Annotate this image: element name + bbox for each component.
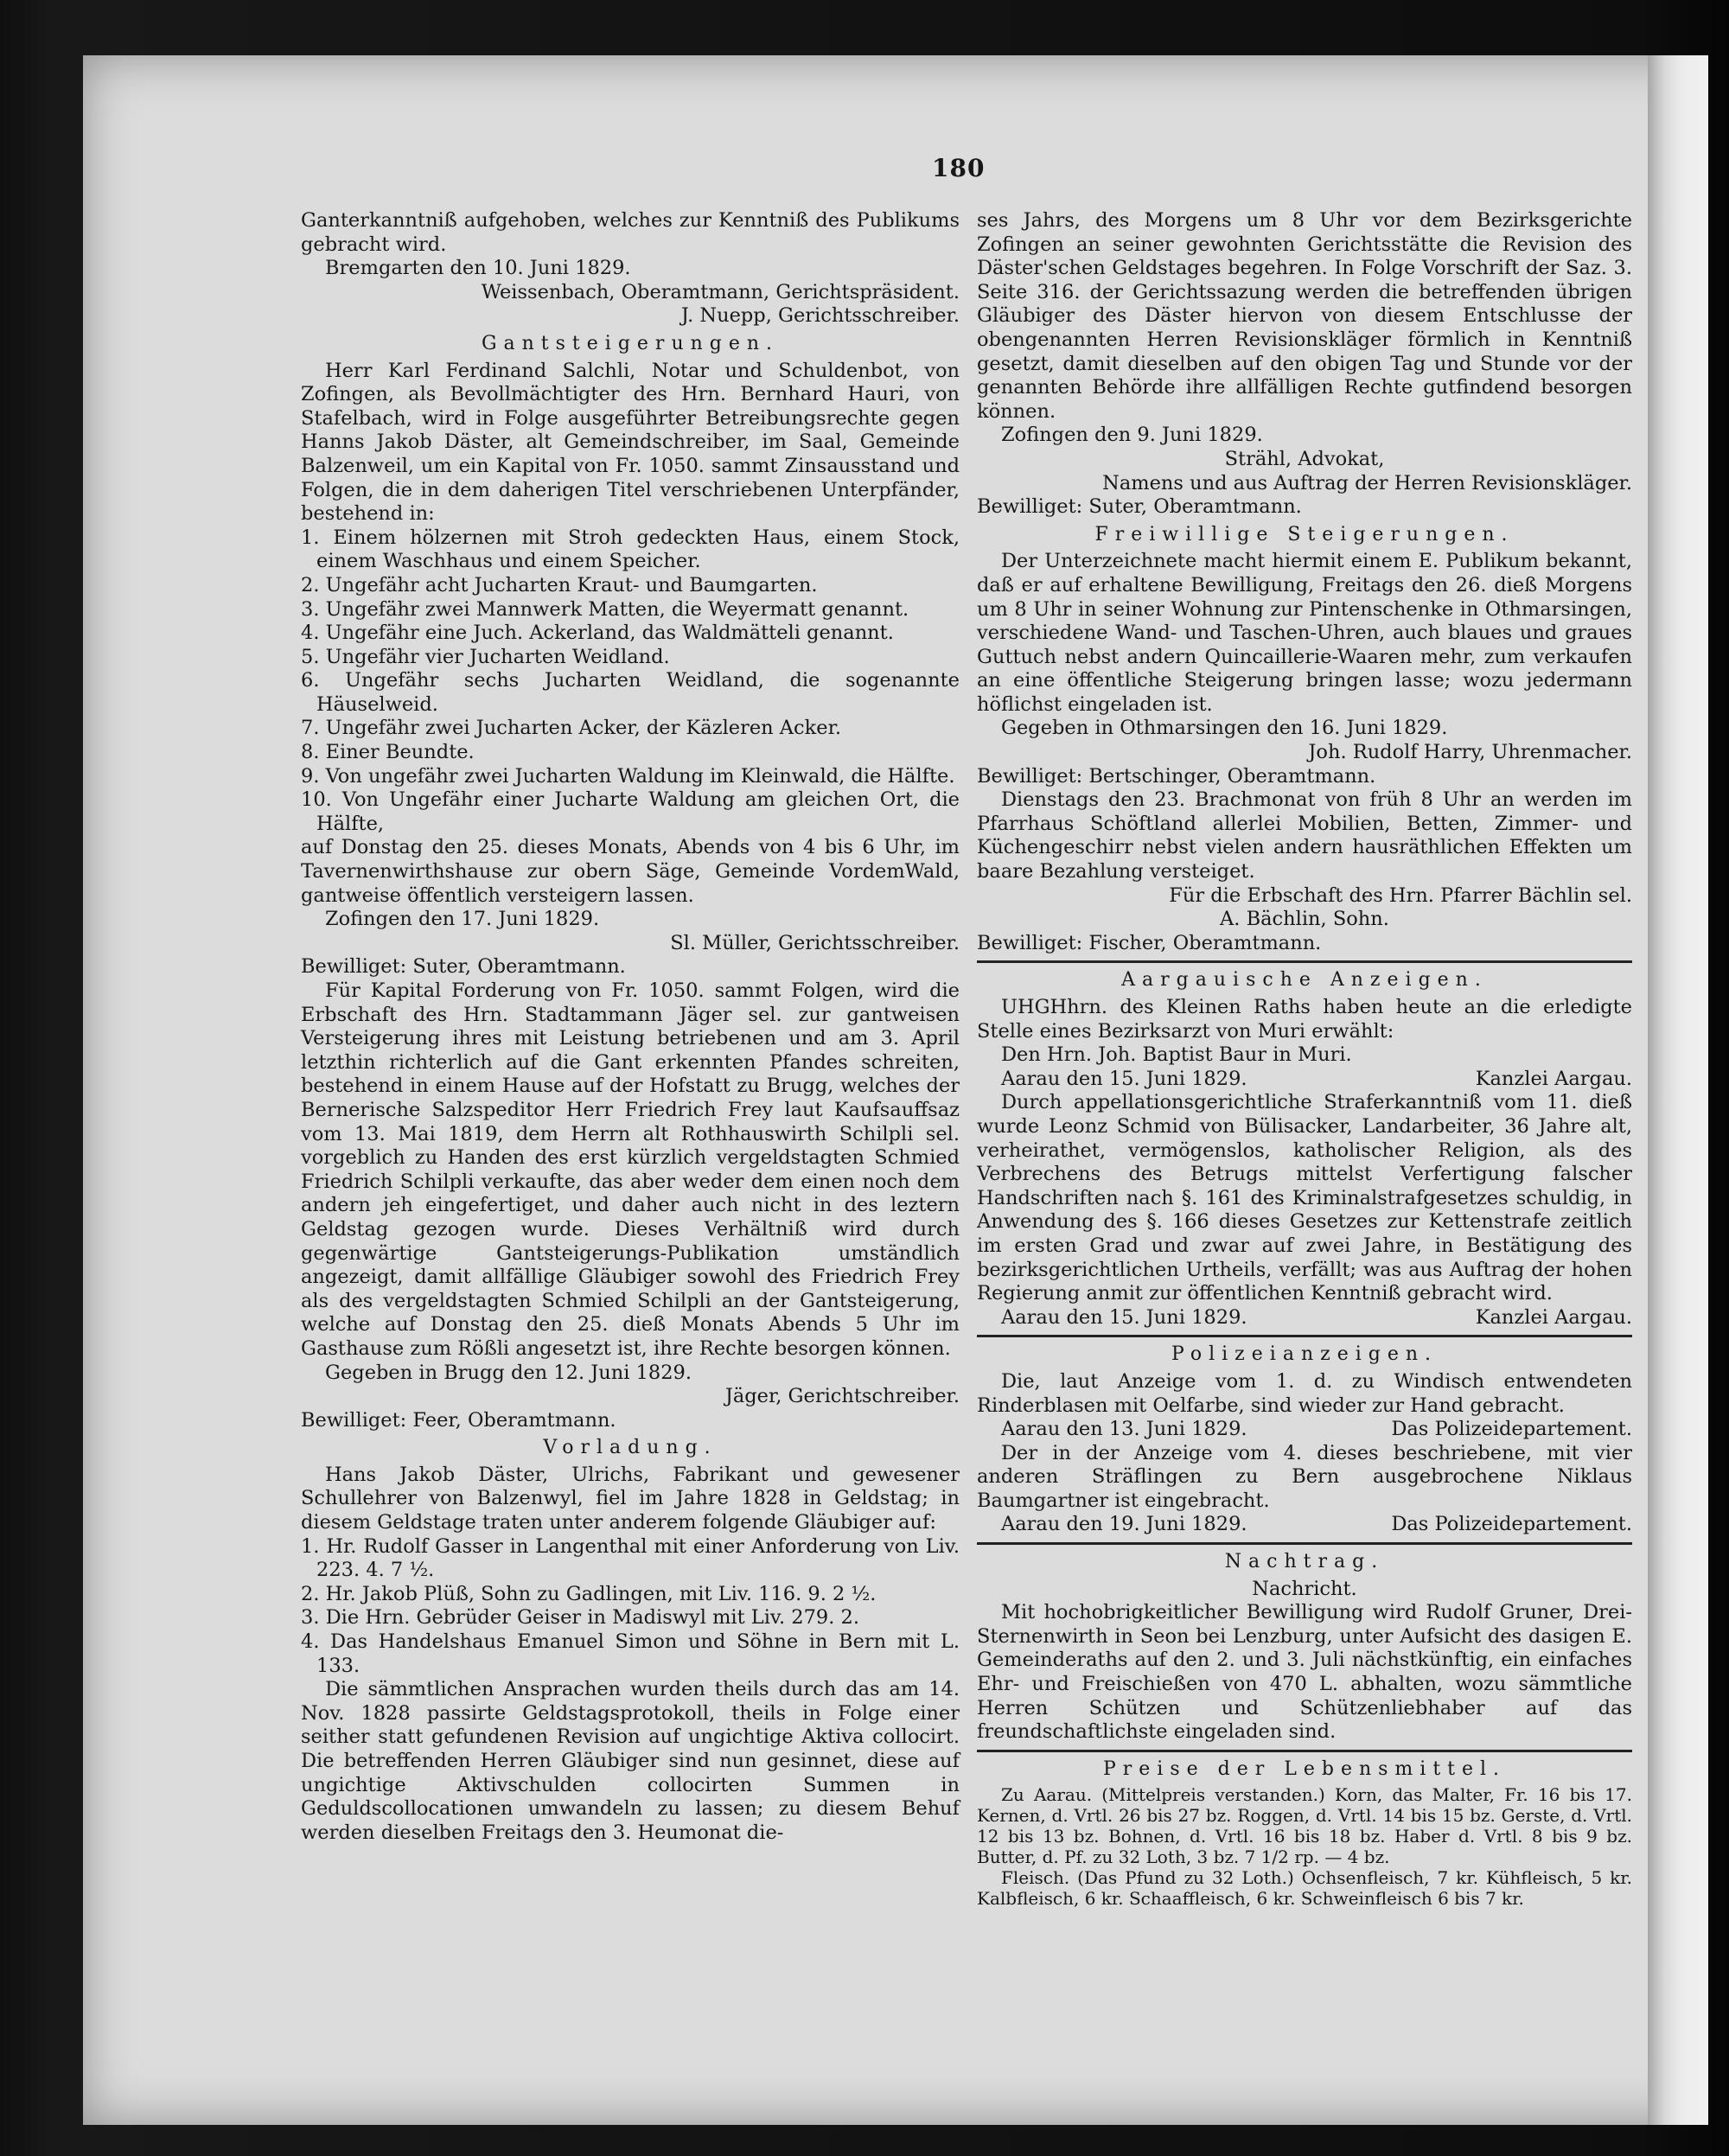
date-signature-row — [977, 1513, 1632, 1537]
date-signature-row — [977, 1418, 1632, 1442]
signature: Das Polizeidepartement. — [1391, 1418, 1632, 1441]
paragraph: Ganterkanntniß aufgehoben, welches zur Kenntniß des Publikums gebracht wird. — [301, 209, 960, 256]
divider — [977, 1750, 1632, 1752]
price-list: Fleisch. (Das Pfund zu 32 Loth.) Ochsenfleisch, 7 kr. Kühfleisch, 5 kr. Kalbfleisch, 6 kr. Schaaffleisch, 6 kr. Schweinfleisch 6 bis 7 kr. — [977, 1867, 1632, 1910]
date-signature-row — [977, 1306, 1632, 1330]
list-item: 1. Einem hölzernen mit Stroh gedeckten Haus, einem Stock, einem Waschhaus und einem Speicher. — [301, 526, 960, 573]
paragraph: auf Donstag den 25. dieses Monats, Abends von 4 bis 6 Uhr, im Tavernenwirthshause zur obern Säge, Gemeinde VordemWald, gantweise öffentlich versteigern lassen. — [301, 836, 960, 907]
divider — [977, 1335, 1632, 1337]
date-line: Aarau den 15. Juni 1829. — [1001, 1305, 1247, 1329]
left-column — [301, 209, 960, 1845]
list-item: 4. Das Handelshaus Emanuel Simon und Söhne in Bern mit L. 133. — [301, 1630, 960, 1677]
paragraph: Herr Karl Ferdinand Salchli, Notar und Schuldenbot, von Zofingen, als Bevollmächtigter des Hrn. Bernhard Hauri, von Stafelbach, wird in Folge ausgeführter Betreibungsrechte gegen Hanns Jakob Däster, alt Gemeindschreiber, im Saal, Gemeinde Balzenweil, um ein Kapital von Fr. 1050. sammt Zinsausstand und Folgen, die in dem daherigen Titel verschriebenen Unterpfänder, bestehend in: — [301, 359, 960, 526]
paragraph: Durch appellationsgerichtliche Straferkanntniß vom 11. dieß wurde Leonz Schmid von Bülisacker, Landarbeiter, 36 Jahre alt, verheirathet, vermögenslos, katholischer Religion, als des Verbrechens des Betrugs mittelst Verfertigung falscher Handschriften nach §. 161 des Kriminalstrafgesetzes schuldig, in Anwendung des §. 166 dieses Gesetzes zur Kettenstrafe zeitlich im ersten Grad und zwar auf zwei Jahre, in Bestätigung des bezirksgerichtlichen Urtheils, verfällt; was aus Auftrag der hohen Regierung anmit zur öffentlichen Kenntniß gebracht wird. — [977, 1091, 1632, 1305]
date-line: Bremgarten den 10. Juni 1829. — [325, 257, 631, 280]
signature: Das Polizeidepartement. — [1391, 1513, 1632, 1536]
paragraph: Dienstags den 23. Brachmonat von früh 8 Uhr an werden im Pfarrhaus Schöftland allerlei Mobilien, Betten, Zimmer- und Küchengeschirr nebst vielen andern hausräthlichen Effekten um baare Bezahlung versteiget. — [977, 788, 1632, 883]
date-line: Aarau den 13. Juni 1829. — [1001, 1418, 1247, 1441]
date-line: Zofingen den 17. Juni 1829. — [325, 908, 600, 931]
signature: Joh. Rudolf Harry, Uhrenmacher. — [1308, 741, 1632, 764]
paragraph: Die, laut Anzeige vom 1. d. zu Windisch entwendeten Rinderblasen mit Oelfarbe, sind wieder zur Hand gebracht. — [977, 1369, 1632, 1417]
signature: Für die Erbschaft des Hrn. Pfarrer Bächlin sel. — [1169, 883, 1632, 907]
signature: Sl. Müller, Gerichtsschreiber. — [670, 931, 960, 954]
divider — [977, 960, 1632, 963]
right-column — [977, 209, 1632, 1909]
adjacent-page-edge — [1648, 55, 1708, 2125]
list-item: 2. Ungefähr acht Jucharten Kraut- und Baumgarten. — [301, 573, 818, 596]
section-heading: Nachtrag. — [1224, 1551, 1385, 1573]
section-heading: Vorladung. — [543, 1437, 718, 1459]
date-line: Gegeben in Othmarsingen den 16. Juni 1829. — [1001, 717, 1448, 740]
section-heading: Preise der Lebensmittel. — [1102, 1757, 1507, 1780]
page-number: 180 — [932, 154, 986, 182]
paragraph: Der Unterzeichnete macht hiermit einem E. Publikum bekannt, daß er auf erhaltene Bewilligung, Freitags den 26. dieß Morgens um 8 Uhr in seiner Wohnung zur Pintenschenke in Othmarsingen, verschiedene Wand- und Taschen-Uhren, auch blaues und graues Guttuch nebst andern Quincaillerie-Waaren mehr, zum verkaufen an eine öffentliche Steigerung bringen lasse; wozu jedermann höflichst eingeladen ist. — [977, 550, 1632, 716]
list-item: 10. Von Ungefähr einer Jucharte Waldung am gleichen Ort, die Hälfte, — [301, 788, 960, 835]
approval-line: Bewilliget: Suter, Oberamtmann. — [977, 495, 1302, 519]
signature: Jäger, Gerichtschreiber. — [724, 1385, 960, 1408]
list-item: 7. Ungefähr zwei Jucharten Acker, der Käzleren Acker. — [301, 717, 842, 740]
date-line: Gegeben in Brugg den 12. Juni 1829. — [325, 1361, 692, 1384]
list-item: 9. Von ungefähr zwei Jucharten Waldung im Kleinwald, die Hälfte. — [301, 764, 955, 788]
signature: A. Bächlin, Sohn. — [1220, 908, 1389, 931]
approval-line: Bewilliget: Feer, Oberamtmann. — [301, 1408, 616, 1432]
date-line: Zofingen den 9. Juni 1829. — [1001, 424, 1263, 447]
list-item: 6. Ungefähr sechs Jucharten Weidland, die sogenannte Häuselweid. — [301, 669, 960, 716]
list-item: 1. Hr. Rudolf Gasser in Langenthal mit einer Anforderung von Liv. 223. 4. 7 ½. — [301, 1534, 960, 1582]
signature: Weissenbach, Oberamtmann, Gerichtspräsident. — [481, 280, 960, 303]
date-line: Aarau den 19. Juni 1829. — [1001, 1513, 1247, 1536]
date-signature-row — [977, 1068, 1632, 1092]
approval-line: Bewilliget: Fischer, Oberamtmann. — [977, 931, 1322, 954]
list-item: 3. Ungefähr zwei Mannwerk Matten, die Weyermatt genannt. — [301, 597, 909, 621]
paragraph: Mit hochobrigkeitlicher Bewilligung wird Rudolf Gruner, Drei-Sternenwirth in Seon bei Lenzburg, unter Aufsicht des dasigen E. Gemeinderaths auf den 2. und 3. Juli nächstkünftig, ein einfaches Ehr- und Freischießen von 470 L. abhalten, wozu sämmtliche Herren Schützen und Schützenliebhaber auf das freundschaftlichste eingeladen sind. — [977, 1601, 1632, 1744]
property-list — [301, 526, 960, 837]
date-line: Aarau den 15. Juni 1829. — [1001, 1067, 1247, 1090]
approval-line: Bewilliget: Bertschinger, Oberamtmann. — [977, 764, 1376, 788]
paragraph: Für Kapital Forderung von Fr. 1050. sammt Folgen, wird die Erbschaft des Hrn. Stadtammann Jäger sel. zur gantweisen Versteigerung ihres mit Leistung betriebenen und am 3. April letzthin richterlich auf die Gant erkennten Pfandes schreiten, bestehend in einem Hause auf der Hofstatt zu Brugg, welches der Bernerische Salzspeditor Herr Friedrich Frey laut Kaufsauffsaz vom 13. Mai 1819, dem Herrn alt Rothhauswirth Schilpli sel. vorgeblich zu Handen des erst kürzlich vergeldstagten Schmied Friedrich Schilpli verkaufte, das aber weder dem einen noch dem andern jeh eingefertiget, und daher auch nicht in des leztern Geldstag gezogen wurde. Dieses Verhältniß wird durch gegenwärtige Gantsteigerungs-Publikation umständlich angezeigt, damit allfällige Gläubiger sowohl des Friedrich Frey als des vergeldstagten Schmied Schilpli an der Gantsteigerung, welche auf Donstag den 25. dieß Monats Abends 5 Uhr im Gasthause zum Rößli angesetzt ist, ihre Rechte besorgen können. — [301, 979, 960, 1360]
section-heading: Polizeianzeigen. — [1171, 1343, 1439, 1366]
signature: Kanzlei Aargau. — [1475, 1305, 1632, 1329]
section-heading: Gantsteigerungen. — [481, 332, 780, 354]
section-heading: Freiwillige Steigerungen. — [1094, 523, 1515, 545]
approval-line: Bewilliget: Suter, Oberamtmann. — [301, 955, 626, 979]
divider — [977, 1542, 1632, 1545]
paragraph: Der in der Anzeige vom 4. dieses beschriebene, mit vier anderen Sträflingen zu Bern ausgebrochene Niklaus Baumgartner ist eingebracht. — [977, 1441, 1632, 1512]
list-item: 3. Die Hrn. Gebrüder Geiser in Madiswyl mit Liv. 279. 2. — [301, 1606, 859, 1630]
section-heading: Aargauische Anzeigen. — [1121, 969, 1488, 992]
signature: Namens und aus Auftrag der Herren Revisionskläger. — [1102, 471, 1632, 494]
name-line: Den Hrn. Joh. Baptist Baur in Muri. — [1001, 1043, 1352, 1067]
list-item: 4. Ungefähr eine Juch. Ackerland, das Waldmätteli genannt. — [301, 622, 894, 645]
signature: Strähl, Advokat, — [1224, 447, 1385, 470]
paragraph: UHGHhrn. des Kleinen Raths haben heute an die erledigte Stelle eines Bezirksarzt von Muri erwählt: — [977, 996, 1632, 1043]
list-item: 2. Hr. Jakob Plüß, Sohn zu Gadlingen, mit Liv. 116. 9. 2 ½. — [301, 1582, 877, 1605]
signature: Kanzlei Aargau. — [1475, 1067, 1632, 1090]
list-item: 5. Ungefähr vier Jucharten Weidland. — [301, 645, 670, 668]
paragraph: Hans Jakob Däster, Ulrichs, Fabrikant und gewesener Schullehrer von Balzenwyl, fiel im Jahre 1828 in Geldstag; in diesem Geldstage traten unter anderem folgende Gläubiger auf: — [301, 1463, 960, 1534]
sub-heading: Nachricht. — [1252, 1577, 1357, 1600]
paragraph: Die sämmtlichen Ansprachen wurden theils durch das am 14. Nov. 1828 passirte Geldstagsprotokoll, theils in Folge einer seither statt gefundenen Revision auf ungichtige Aktiva collocirt. Die betreffenden Herren Gläubiger sind nun gesinnet, diese auf ungichtige Aktivschulden collocirten Summen in Geduldscollocationen umwandeln zu lassen; zu diesem Behuf werden dieselben Freitags den 3. Heumonat die- — [301, 1678, 960, 1844]
creditor-list — [301, 1535, 960, 1679]
list-item: 8. Einer Beundte. — [301, 741, 475, 764]
paragraph: ses Jahrs, des Morgens um 8 Uhr vor dem Bezirksgerichte Zofingen an seiner gewohnten Gerichtsstätte die Revision des Däster'schen Geldstages begehren. In Folge Vorschrift der Saz. 3. Seite 316. der Gerichtssazung werden die betreffenden übrigen Gläubiger des Däster hiervon von diesem Entschlusse der obengenannten Herren Revisionskläger förmlich in Kenntniß gesetzt, damit dieselben auf den obigen Tag und Stunde vor der genannten Behörde ihre allfälligen Rechte gutfindend besorgen können. — [977, 209, 1632, 423]
price-list: Zu Aarau. (Mittelpreis verstanden.) Korn, das Malter, Fr. 16 bis 17. Kernen, d. Vrtl. 26 bis 27 bz. Roggen, d. Vrtl. 14 bis 15 bz. Gerste, d. Vrtl. 12 bis 13 bz. Bohnen, d. Vrtl. 16 bis 18 bz. Haber d. Vrtl. 8 bis 9 bz. Butter, d. Pf. zu 32 Loth, 3 bz. 7 1/2 rp. — 4 bz. — [977, 1784, 1632, 1868]
signature: J. Nuepp, Gerichtsschreiber. — [680, 304, 960, 328]
